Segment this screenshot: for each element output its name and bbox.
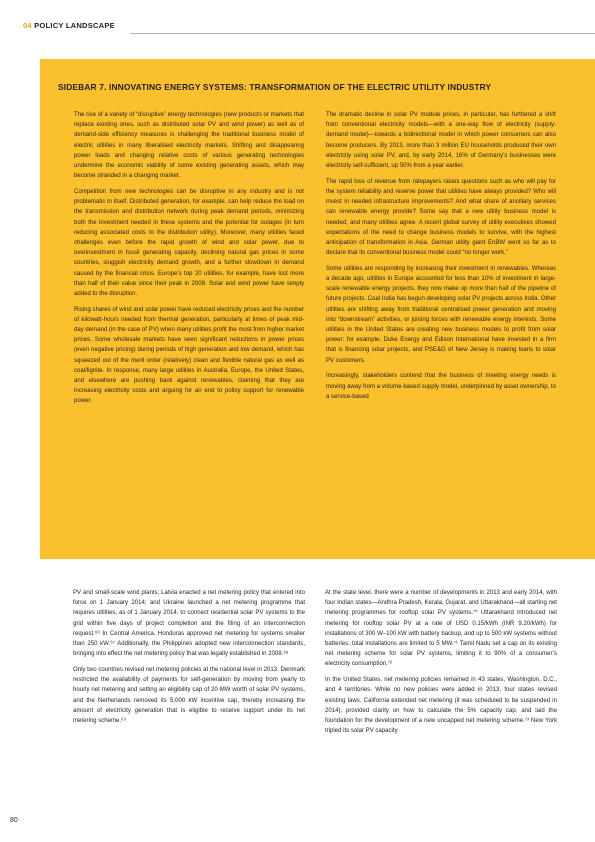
page-number: 80 xyxy=(10,817,18,824)
paragraph: Increasingly, stakeholders contend that the business of meeting energy needs is moving away from a volume-based supply model, underpinned by asset ownership, to a service-based xyxy=(326,373,556,400)
sidebar-left-column xyxy=(74,110,304,412)
sidebar-box xyxy=(40,59,595,559)
body-right-column xyxy=(325,588,557,742)
paragraph: The rise of a variety of “disruptive” energy technologies (new products or markets that replace existing ones, such as distributed solar PV and wind power) as well as of demand-side efficiency measures is challenging the traditional business model of electric utilities in many liberalised electricity markets. Shifting and disappearing power loads and changing relative costs of various generating technologies undermine the economic viability of some existing generating assets, which may become stranded in a changing market. xyxy=(74,112,304,180)
section-number: 04 xyxy=(23,21,32,30)
paragraph: Only two countries revised net metering policies at the national level in 2013. Denmark restricted the availability of payments for self-generation by moving from yearly to hourly net metering and setting an eligibility cap of 20 MW worth of solar PV systems, and the Netherlands removed its 5,000 kW incentive cap, thereby increasing the amount of electricity generation that is eligible to receive support under its net metering scheme.⁶⁹ xyxy=(73,666,305,724)
page-header xyxy=(0,0,595,36)
header-divider xyxy=(130,33,595,34)
paragraph: Competition from new technologies can be disruptive in any industry and is not problematic in itself. Distributed generation, for example, can help reduce the load on the transmission and distribution network during peak demand periods, minimizing both the investment needed in these systems and the potential for outages (in turn reducing associated costs to the distribution utility). Moreover, many utilities faced challenges even before the rapid growth of wind and solar power, due to overinvestment in fossil generating capacity, declining natural gas prices in some countries, sluggish electricity demand growth, and a further slowdown in demand caused by the financial crisis. Europe’s top 20 utilities, for example, have lost more than half of their value since their peak in 2008. Solar and wind power have simply added to the disruption. xyxy=(74,188,304,297)
paragraph: The dramatic decline in solar PV module prices, in particular, has furthered a shift from conventional electricity models—with a one-way flow of electricity (supply-demand model)—towards a bidirectional model in which power consumers can also become producers. By 2013, more than 3 million EU households produced their own electricity using solar PV, and, by early 2014, 16% of Germany’s businesses were electricity self-sufficient, up 50% from a year earlier. xyxy=(326,112,556,170)
paragraph: Some utilities are responding by increasing their investment in renewables. Whereas a decade ago, utilities in Europe accounted for less than 10% of investment in large-scale renewable energy projects, they now make up more than half of the pipeline of future projects. Coal India has begun developing solar PV projects across India. Other utilities are shifting away from traditional centralised power generation and moving into “downstream” activities, or joining forces with renewable energy interests. Some utilities in the United States are creating new business models to profit from solar power: for example, Duke Energy and Edison International have invested in a firm that is financing solar projects, and PSE&G of New Jersey is making loans to solar PV customers. xyxy=(326,265,556,364)
section-heading xyxy=(23,21,115,30)
paragraph: In the United States, net metering policies remained in 43 states, Washington, D.C., and 4 territories. While no new policies were added in 2013, four states revised existing laws. California extended net metering (it was scheduled to be suspended in 2014), provided clarity on how to calculate the 5% capacity cap, and laid the foundation for the development of a new uncapped net metering scheme.⁷³ New York tripled its solar PV capacity xyxy=(325,677,557,735)
section-title: POLICY LANDSCAPE xyxy=(34,21,115,30)
paragraph: PV and small-scale wind plants; Latvia enacted a net metering policy that entered into force on 1 January 2014; and Ukraine launched a net metering programme that requires utilities, as of 1 January 2014, to connect residential solar PV systems to the grid within five days of project completion and the filing of an interconnection request.⁶⁶ In Central America, Honduras approved net metering for systems smaller than 250 kW.⁶⁷ Additionally, the Philippines adopted new interconnection standards, bringing into effect the net metering policy that was legally established in 2008.⁶⁸ xyxy=(73,590,305,658)
paragraph: Rising shares of wind and solar power have reduced electricity prices and the number of kilowatt-hours needed from thermal generation, particularly at times of peak mid-day demand (in the case of PV) when many utilities profit the most from higher market prices. Some wholesale markets have seen significant reductions in power prices (even negative pricing) during periods of high generation and low demand, which has squeezed out of the merit order (relatively) clean and flexible natural gas as well as coal/lignite. In response, many large utilities in Australia, Europe, the United States, and elsewhere are pushing back against renewables, claiming that they are increasing electricity costs and arguing for an end to policy support for renewable power. xyxy=(74,306,304,405)
sidebar-title: SIDEBAR 7. INNOVATING ENERGY SYSTEMS: TRANSFORMATION OF THE ELECTRIC UTILITY INDUSTRY xyxy=(58,82,492,92)
paragraph: At the state level, there were a number of developments in 2013 and early 2014, with four Indian states—Andhra Pradesh, Kerala, Gujarat, and Uttarakhand—all starting net metering programmes for rooftop solar PV systems.⁷⁰ Uttarakhand introduced net metering for rooftop solar PV at a rate of USD 0.15/kWh (INR 9.20/kWh) for installations of 300 W–100 kW with battery backup, and up to 500 kW systems without batteries; total installations are limited to 5 MW.⁷¹ Tamil Nadu set a cap on its existing net metering scheme for solar PV systems, limiting it to 90% of a consumer’s electricity consumption.⁷² xyxy=(325,590,557,668)
paragraph: The rapid loss of revenue from ratepayers raises questions such as who will pay for the system reliability and reserve power that utilities have always provided? Who will invest in needed infrastructure improvements? And what share of ancillary services can renewable energy provide? Some say that a new utility business model is needed, and many utilities agree. A recent global survey of utility executives showed expectations of the need to change business models to survive, with the highest anticipation of transformation in Asia. German utility giant EnBW went so far as to declare that its conventional business model could “no longer work.” xyxy=(326,178,556,257)
sidebar-right-column xyxy=(326,110,556,407)
body-left-column xyxy=(73,588,305,732)
